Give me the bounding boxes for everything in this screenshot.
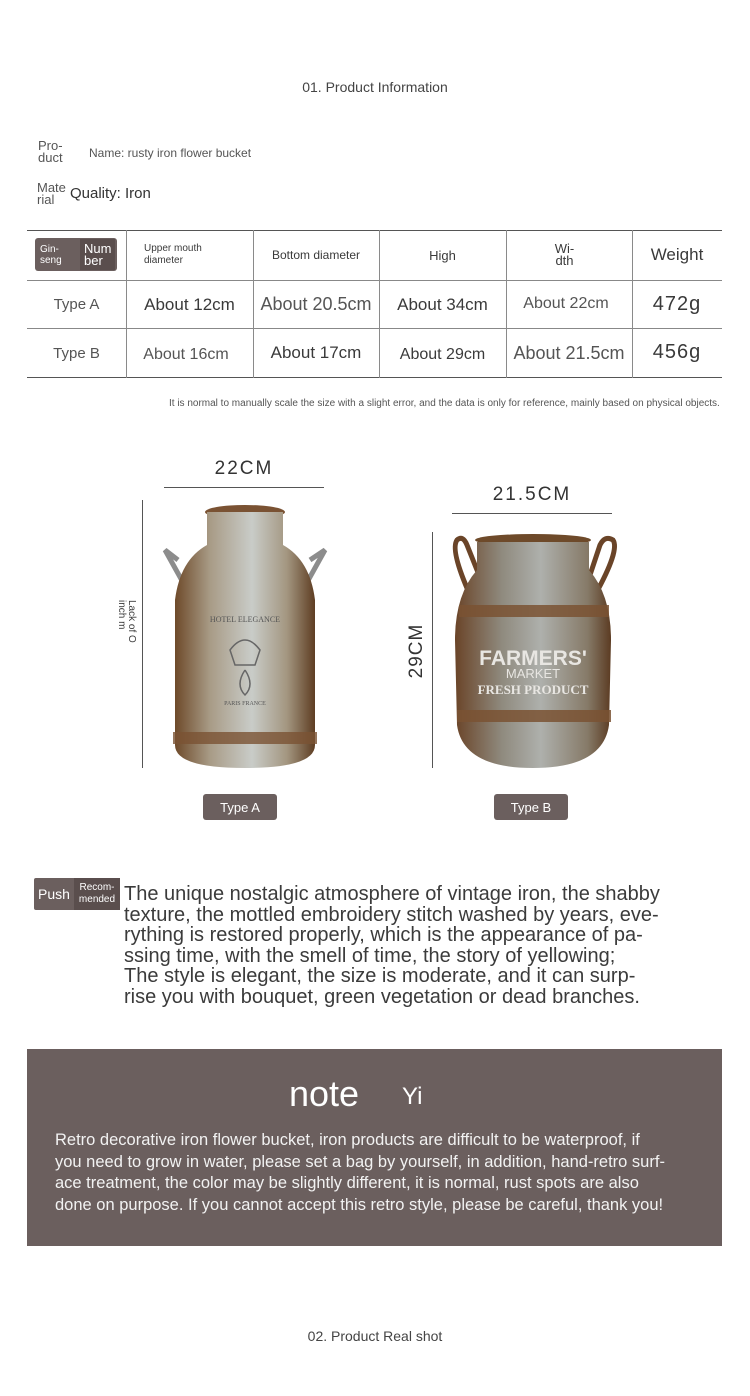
note-line: ace treatment, the color may be slightly different, it is normal, rust spots are also — [55, 1174, 639, 1192]
type-b-height-line — [432, 532, 433, 768]
row-b-width: About 21.5cm — [513, 342, 625, 363]
type-b-bucket-image — [445, 530, 625, 775]
recommend-line: rise you with bouquet, green vegetation or dead branches. — [124, 985, 640, 1008]
type-b-band-bottom — [457, 710, 611, 722]
recommend-badge-right: Recom- mended — [74, 878, 120, 910]
recommend-line: texture, the mottled embroidery stitch washed by years, eve- — [124, 903, 659, 926]
header-weight: Weight — [650, 245, 704, 264]
recommend-line: ssing time, with the smell of time, the story of yellowing; — [124, 944, 616, 967]
type-b-height-label: 29CM — [406, 623, 427, 679]
note-title-suffix: Yi — [402, 1083, 423, 1110]
row-a-weight: 472g — [652, 292, 702, 315]
row-b-weight: 456g — [652, 340, 702, 363]
row-a-bottom: About 20.5cm — [260, 293, 372, 314]
product-name: Name: rusty iron flower bucket — [89, 146, 252, 160]
note-title: note — [289, 1073, 360, 1114]
note-line: done on purpose. If you cannot accept this retro style, please be careful, thank you! — [55, 1195, 664, 1214]
type-a-height-line — [142, 500, 143, 768]
type-a-badge: Type A — [203, 794, 277, 820]
row-a-width: About 22cm — [523, 295, 609, 312]
header-bottom-diameter: Bottom diameter — [271, 248, 361, 262]
material-label: Mate rial — [37, 180, 66, 207]
type-b-print-2: MARKET — [505, 666, 561, 681]
row-a-high: About 34cm — [397, 295, 488, 314]
type-a-print-2: PARIS FRANCE — [224, 701, 266, 707]
note-box — [27, 1049, 722, 1246]
note-text — [55, 1130, 715, 1216]
header-width: Wi- dth — [554, 241, 575, 268]
badge-right-text: Num ber — [80, 239, 115, 270]
row-b-upper: About 16cm — [143, 346, 229, 363]
row-a-type: Type A — [53, 295, 100, 313]
recommend-description — [124, 884, 719, 1007]
spec-table — [27, 230, 722, 378]
row-b-type: Type B — [53, 344, 100, 362]
material-quality: Quality: Iron — [70, 185, 151, 202]
table-header-badge — [35, 238, 117, 271]
row-a-upper: About 12cm — [144, 295, 235, 314]
row-b-bottom: About 17cm — [270, 343, 362, 362]
type-a-width-label: 22CM — [214, 458, 274, 479]
type-a-base-band — [173, 732, 317, 744]
note-line: you need to grow in water, please set a bag by yourself, in addition, hand-retro surf- — [55, 1152, 665, 1171]
recommend-line: The style is elegant, the size is moderate, and it can surp- — [124, 965, 636, 987]
type-b-band-top — [459, 605, 609, 617]
type-b-print-3: FRESH PRODUCT — [477, 682, 589, 697]
type-a-print-1: HOTEL ELEGANCE — [209, 615, 281, 624]
type-b-print-1: FARMERS' — [479, 647, 587, 670]
size-note: It is normal to manually scale the size with a slight error, and the data is only for reference, mainly based on physical objects. — [169, 398, 720, 409]
recommend-line: rything is restored properly, which is the appearance of pa- — [124, 924, 643, 946]
header-upper-mouth: Upper mouth diameter — [144, 243, 202, 266]
recommend-line: The unique nostalgic atmosphere of vintage iron, the shabby — [124, 883, 660, 905]
section-title-real-shot: 02. Product Real shot — [307, 1328, 443, 1344]
badge-left-text: Gin- seng — [40, 243, 62, 266]
recommend-badge — [34, 878, 120, 910]
recommend-badge-left: Push — [38, 886, 70, 902]
type-b-width-label: 21.5CM — [492, 484, 572, 505]
row-b-high: About 29cm — [399, 346, 486, 363]
type-a-width-line — [164, 487, 324, 488]
type-a-bucket-image — [160, 500, 330, 775]
type-a-height-label: Lack of O inch m — [116, 600, 137, 643]
note-line: Retro decorative iron flower bucket, iron products are difficult to be waterproof, if — [55, 1131, 640, 1149]
type-b-badge: Type B — [494, 794, 568, 820]
product-label: Pro- duct — [38, 138, 63, 165]
section-title-product-info: 01. Product Information — [302, 79, 448, 95]
type-b-width-line — [452, 513, 612, 514]
header-high: High — [429, 247, 456, 263]
